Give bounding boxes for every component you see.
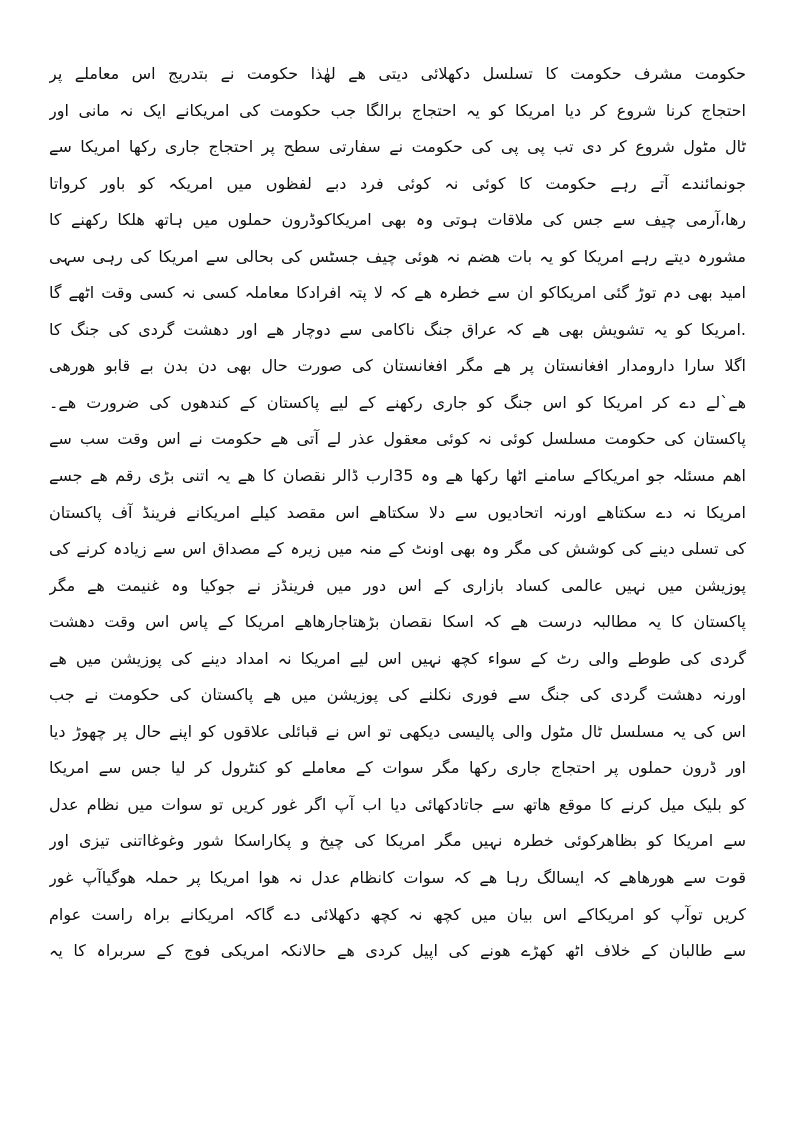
body-line: ٹال مٹول شروع کر دی تب پی پی کی حکومت نے سفارتی سطح پر احتجاج جاری رکھا امریکا سے <box>49 137 746 157</box>
body-line: مشورہ دیتے رہے امریکا کو یہ بات ھضم نہ ھوئی چیف جسٹس کی بحالی سے امریکا کی رہی سہی <box>49 246 746 266</box>
body-line: اھم مسئلہ جو امریکاکے سامنے اٹھا رکھا ھے وہ 35ارب ڈالر نقصان کا ھے یہ اتنی بڑی رقم ھے جسے <box>49 466 746 486</box>
body-line: .امریکا کو یہ تشویش بھی ھے کہ عراق جنگ ناکامی سے دوچار ھے اور دھشت گردی کی جنگ کا <box>49 319 746 339</box>
body-line: کریں توآپ کو امریکاکے اس بیان میں کچھ نہ کچھ دکھلائی دے گاکہ امریکانے براہ راست عوام <box>49 904 746 924</box>
body-line: گردی کی طوطے والی رٹ کے سواء کچھ نہیں اس لیے امریکا نہ امداد دینے کی پوزیشن میں ھے <box>49 648 746 668</box>
body-line: کی تسلی دینے کی کوشش کی مگر وہ بھی اونٹ کے منہ میں زیرہ کے مصداق اس سے زیادہ کرنے کی <box>49 539 746 559</box>
body-line: سے طالبان کے خلاف اٹھ کھڑے ھونے کی اپیل کردی ھے حالانکہ امریکی فوج کے سربراہ کا یہ <box>49 941 746 961</box>
article-body <box>49 56 746 970</box>
body-line: سے امریکا کو بظاھرکوئی خطرہ نہیں مگر امریکا کی چیخ و پکاراسکا شور وغوغااتنی تیزی اور <box>49 831 746 851</box>
body-line: پاکستان کی حکومت مسلسل کوئی نہ کوئی معقول عذر لے آتی ھے حکومت نے اس وقت سب سے <box>49 429 746 449</box>
body-line: ھے`لے دے کر امریکا کو اس جنگ کو جاری رکھنے کے لیے پاکستان کے کندھوں کی ضرورت ھے۔ <box>49 392 746 412</box>
body-line: اورنہ دھشت گردی کی جنگ سے فوری نکلنے کی پوزیشن میں ھے پاکستان کی حکومت نے جب <box>49 685 746 705</box>
body-line: احتجاج کرنا شروع کر دیا امریکا کو یہ احتجاج برالگا جب حکومت کی امریکانے ایک نہ مانی اور <box>49 100 746 120</box>
body-line: اس کی یہ مسلسل ٹال مٹول والی پالیسی دیکھی تو اس نے قبائلی علاقوں کو اپنے حال پر چھوڑ دیا <box>49 721 746 741</box>
body-line: اور ڈرون حملوں پر احتجاج جاری رکھا مگر سوات کے معاملے کو کنٹرول کر لیا جس سے امریکا <box>49 758 746 778</box>
body-line: حکومت مشرف حکومت کا تسلسل دکھلائی دیتی ھے لھٰذا حکومت نے بتدریج اس معاملے پر <box>49 64 746 83</box>
body-line: جونمائندے آتے رہے حکومت کا کوئی نہ کوئی فرد دبے لفظوں میں امریکہ کو باور کرواتا <box>49 173 746 193</box>
body-line: پوزیشن میں نہیں عالمی کساد بازاری کے اس دور میں فرینڈز نے جوکیا وہ غنیمت ھے مگر <box>49 575 746 595</box>
body-line: اگلا سارا دارومدار افغانستان پر ھے مگر افغانستان کی صورت حال بھی دن بدن بے قابو ھورھی <box>49 356 746 376</box>
body-line: امریکا نہ دے سکتاھے اورنہ اتحادیوں سے دلا سکتاھے اس مقصد کیلے امریکانے فرینڈ آف پاکستان <box>49 502 746 522</box>
body-line: رھا،آرمی چیف سے جس کی ملاقات ہوتی وہ بھی امریکاکوڈرون حملوں میں ہاتھ ھلکا رکھنے کا <box>49 210 746 230</box>
body-line: امید بھی دم توڑ گئی امریکاکو ان سے خطرہ ھے کہ لا پتہ افرادکا معاملہ کسی نہ کسی وقت اٹھے گا <box>49 283 746 303</box>
body-line: پاکستان کا یہ مطالبہ درست ھے کہ اسکا نقصان بڑھتاجارھاھے امریکا کے پاس اس وقت دھشت <box>49 612 746 632</box>
body-line: قوت سے ھورھاھے کہ ایسالگ رہا ھے کہ سوات کانظام عدل نہ ھوا امریکا پر حملہ ھوگیاآپ غور <box>49 868 746 888</box>
body-line: کو بلیک میل کرنے کا موقع ھاتھ سے جاتادکھائی دیا اب آپ اگر غور کریں تو سوات میں نظام عدل <box>49 794 746 814</box>
